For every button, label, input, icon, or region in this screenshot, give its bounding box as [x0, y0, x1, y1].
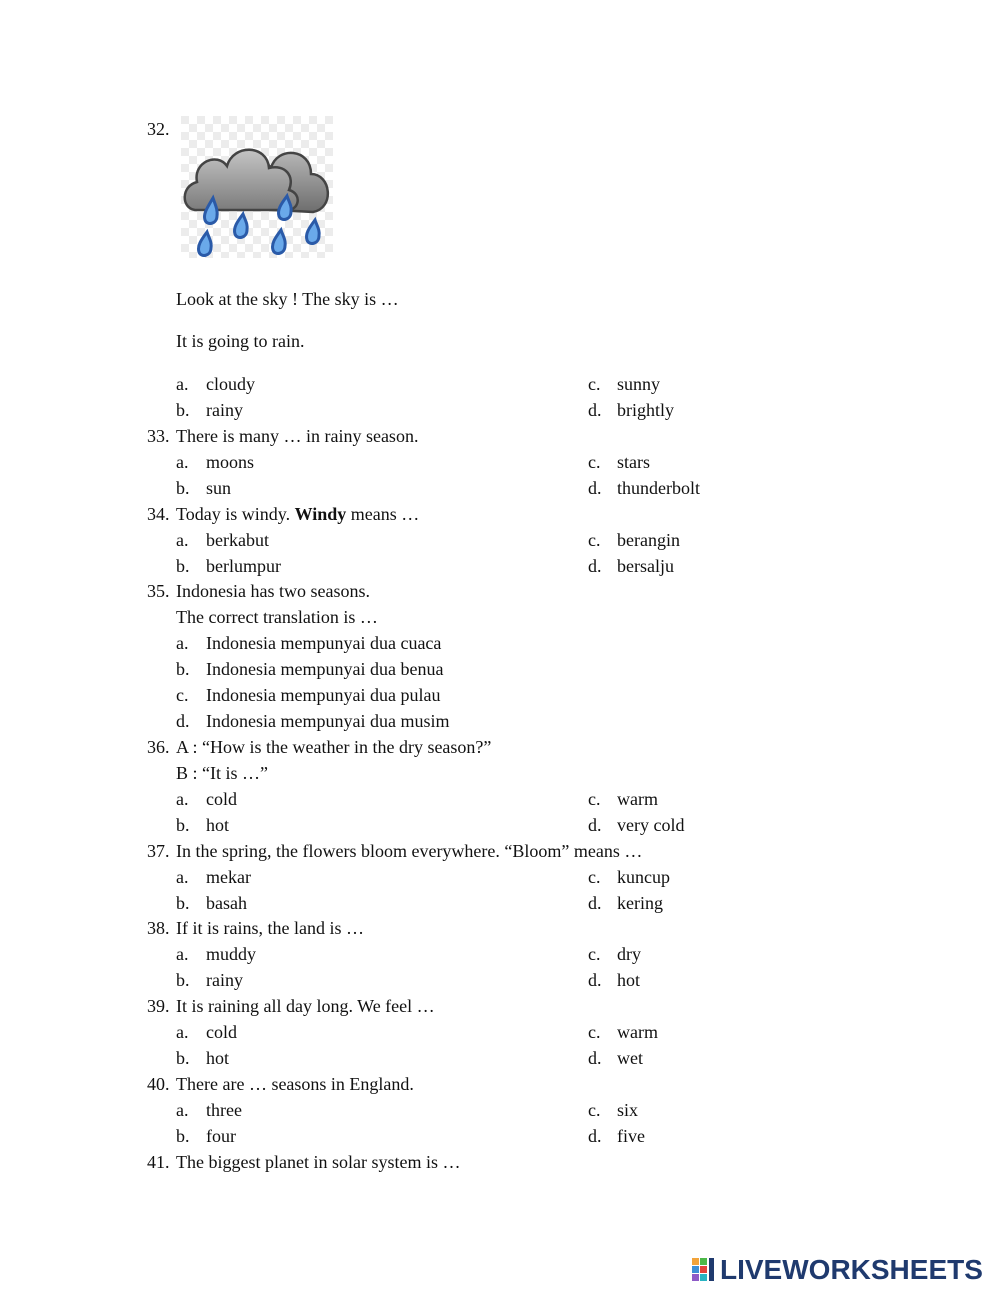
option-text: cloudy	[206, 374, 255, 394]
question-36-number: 36.	[147, 737, 170, 757]
option-letter: b.	[176, 400, 190, 420]
option-letter: d.	[588, 1126, 602, 1146]
option-letter: b.	[176, 478, 190, 498]
option-letter: b.	[176, 815, 190, 835]
option-text: rainy	[206, 400, 243, 420]
option-letter: d.	[588, 478, 602, 498]
question-33-number: 33.	[147, 426, 170, 446]
question-39-text: It is raining all day long. We feel …	[176, 996, 435, 1016]
option-letter: c.	[176, 685, 189, 705]
option-letter: c.	[588, 1022, 601, 1042]
option-letter: b.	[176, 1126, 190, 1146]
option-letter: a.	[176, 789, 189, 809]
liveworksheets-logo-icon	[691, 1257, 717, 1283]
question-33-text: There is many … in rainy season.	[176, 426, 419, 446]
option-text: moons	[206, 452, 255, 472]
question-41-text: The biggest planet in solar system is …	[176, 1152, 461, 1172]
question-35-subtext: The correct translation is …	[176, 607, 378, 627]
option-text: berangin	[617, 530, 680, 550]
option-text: sun	[206, 478, 232, 498]
option-letter: d.	[588, 400, 602, 420]
option-letter: d.	[588, 970, 602, 990]
option-text: Indonesia mempunyai dua benua	[206, 659, 444, 679]
option-letter: b.	[176, 893, 190, 913]
option-letter: a.	[176, 867, 189, 887]
question-34-text-after: means …	[350, 504, 420, 524]
option-letter: a.	[176, 374, 189, 394]
option-text: Indonesia mempunyai dua pulau	[206, 685, 441, 705]
question-39-number: 39.	[147, 996, 170, 1016]
option-letter: d.	[588, 556, 602, 576]
question-35-text: Indonesia has two seasons.	[176, 581, 370, 601]
option-text: very cold	[617, 815, 685, 835]
option-letter: a.	[176, 1100, 189, 1120]
option-letter: c.	[588, 789, 601, 809]
option-letter: b.	[176, 659, 190, 679]
question-38-number: 38.	[147, 918, 170, 938]
question-37-text: In the spring, the flowers bloom everywhere. “Bloom” means …	[176, 841, 643, 861]
option-letter: a.	[176, 452, 189, 472]
question-34-bold-word: Windy	[294, 504, 347, 524]
option-letter: c.	[588, 1100, 601, 1120]
option-text: basah	[206, 893, 247, 913]
option-letter: d.	[588, 815, 602, 835]
question-34-text	[176, 503, 419, 525]
question-37-number: 37.	[147, 841, 170, 861]
option-text: six	[617, 1100, 639, 1120]
option-letter: b.	[176, 1048, 190, 1068]
option-text: wet	[617, 1048, 643, 1068]
option-text: stars	[617, 452, 650, 472]
option-letter: a.	[176, 1022, 189, 1042]
option-letter: a.	[176, 530, 189, 550]
option-letter: c.	[588, 944, 601, 964]
question-36-subtext: B : “It is …”	[176, 763, 268, 783]
option-letter: a.	[176, 633, 189, 653]
option-text: thunderbolt	[617, 478, 700, 498]
option-letter: d.	[588, 893, 602, 913]
option-text: berkabut	[206, 530, 269, 550]
rain-cloud-icon	[181, 116, 333, 258]
option-text: Indonesia mempunyai dua cuaca	[206, 633, 442, 653]
option-letter: d.	[176, 711, 190, 731]
option-text: hot	[617, 970, 641, 990]
option-text: warm	[617, 1022, 658, 1042]
option-letter: c.	[588, 374, 601, 394]
option-text: Indonesia mempunyai dua musim	[206, 711, 450, 731]
option-text: dry	[617, 944, 641, 964]
option-text: mekar	[206, 867, 251, 887]
question-40-text: There are … seasons in England.	[176, 1074, 414, 1094]
question-32-text: Look at the sky ! The sky is …	[176, 289, 399, 309]
question-34-text-before: Today is windy.	[176, 504, 291, 524]
option-letter: b.	[176, 970, 190, 990]
option-text: cold	[206, 789, 237, 809]
question-35-number: 35.	[147, 581, 170, 601]
liveworksheets-logo	[691, 1255, 983, 1285]
option-text: three	[206, 1100, 242, 1120]
option-text: berlumpur	[206, 556, 281, 576]
question-38-text: If it is rains, the land is …	[176, 918, 364, 938]
option-text: hot	[206, 815, 230, 835]
option-text: warm	[617, 789, 658, 809]
option-text: brightly	[617, 400, 674, 420]
option-letter: d.	[588, 1048, 602, 1068]
option-text: cold	[206, 1022, 237, 1042]
question-34-number: 34.	[147, 504, 170, 524]
option-text: rainy	[206, 970, 243, 990]
option-letter: c.	[588, 867, 601, 887]
option-text: five	[617, 1126, 645, 1146]
liveworksheets-logo-text: LIVEWORKSHEETS	[720, 1254, 983, 1285]
option-text: muddy	[206, 944, 257, 964]
option-text: sunny	[617, 374, 661, 394]
option-letter: a.	[176, 944, 189, 964]
option-text: bersalju	[617, 556, 674, 576]
question-32-number: 32.	[147, 119, 170, 139]
option-letter: c.	[588, 452, 601, 472]
question-36-text: A : “How is the weather in the dry season?”	[176, 737, 492, 757]
question-40-number: 40.	[147, 1074, 170, 1094]
option-text: four	[206, 1126, 236, 1146]
option-letter: b.	[176, 556, 190, 576]
option-text: kuncup	[617, 867, 670, 887]
question-32-subtext: It is going to rain.	[176, 331, 305, 351]
option-text: kering	[617, 893, 663, 913]
question-41-number: 41.	[147, 1152, 170, 1172]
option-text: hot	[206, 1048, 230, 1068]
option-letter: c.	[588, 530, 601, 550]
